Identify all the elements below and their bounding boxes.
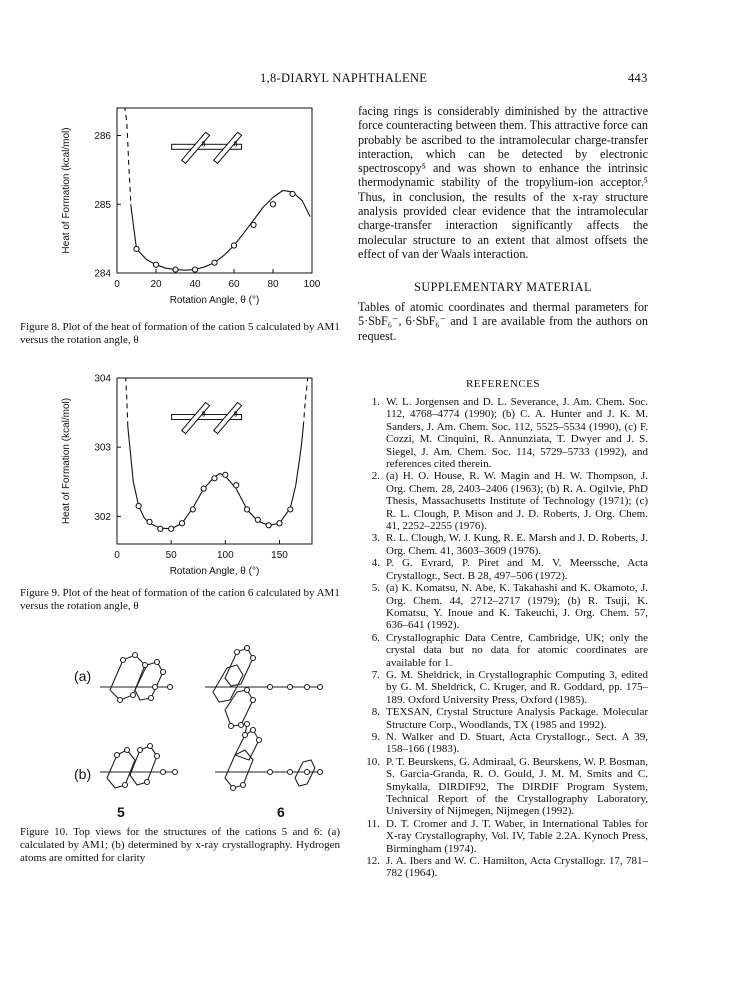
data-point [234,483,239,488]
figure-10-structures [95,640,335,810]
structure-5-xray [100,744,178,789]
data-point [153,262,158,267]
reference-item [358,669,648,706]
reference-item [358,396,648,470]
x-tick-label: 80 [267,279,279,290]
fig10-label-6: 6 [277,804,285,820]
reference-number: 4. [371,557,380,570]
x-tick-label: 60 [228,279,240,290]
y-tick-label: 286 [94,131,111,142]
fig10-label-b: (b) [74,766,92,782]
reference-text: D. T. Cromer and J. T. Waber, in International Tables for X-ray Crystallography, Vol. IV, Table 2.2A. Kynoch Press, Birmingham (1974). [386,817,648,855]
data-point [270,202,275,207]
structure-5-am1 [100,653,173,703]
dashed-extension [303,378,307,426]
reference-text: G. M. Sheldrick, in Crystallographic Computing 3, edited by G. M. Sheldrick, C. Kruger, and R. Goddard, pp. 175–189. Oxford University Press, Oxford (1985). [386,668,648,706]
x-tick-label: 0 [114,550,120,561]
data-point [290,191,295,196]
reference-number: 10. [366,755,380,768]
running-title: 1,8-DIARYL NAPHTHALENE [260,71,428,85]
reference-item [358,731,648,756]
data-point [277,521,282,526]
data-point [255,517,260,522]
data-point [244,507,249,512]
reference-item [358,855,648,880]
structure-6-xray [215,722,323,791]
reference-text: TEXSAN, Crystal Structure Analysis Package. Molecular Structure Corp., Woodlands, TX (1985 and 1992). [386,706,648,731]
data-point [179,521,184,526]
data-point [223,472,228,477]
x-tick-label: 40 [189,279,201,290]
reference-text: P. T. Beurskens, G. Admiraal, G. Beurskens, W. P. Bosman, S. Garcia-Granda, R. O. Gould, J. M. M. Smits and C. Smykalla, DIRDIF92, The DIRDIF Program System, Technical Report of the Crystallography Laboratory, University of Nijmegen, Nijmegen (1992). [386,755,648,818]
x-tick-label: 50 [165,550,177,561]
reference-number: 12. [366,855,380,868]
data-point [192,267,197,272]
reference-number: 9. [371,730,380,743]
fig10-label-5: 5 [117,804,125,820]
reference-item [358,706,648,731]
x-tick-label: 0 [114,279,120,290]
data-point [169,526,174,531]
dashed-extension [125,108,131,201]
data-point [201,486,206,491]
data-point [266,523,271,528]
x-tick-label: 20 [150,279,162,290]
data-point [173,267,178,272]
y-tick-label: 304 [94,373,111,385]
reference-text: W. L. Jorgensen and D. L. Severance, J. Am. Chem. Soc. 112, 4768–4774 (1990); (b) C. A. Hunter and J. K. M. Sanders, J. Am. Chem. Soc. 112, 5525–5534 (1990), (c) F. Cozzi, M. Cinquini, R. Annunziata, T. Dwyer and J. S. Siegel, J. Am. Chem. Soc. 114, 5729–5733 (1992), and references cited therein. [386,396,648,471]
y-tick-label: 302 [94,511,111,523]
x-tick-label: 100 [303,279,321,290]
reference-text: J. A. Ibers and W. C. Hamilton, Acta Crystallogr. 17, 781–782 (1964). [386,855,648,880]
figure-10-caption: Figure 10. Top views for the structures of the cations 5 and 6: (a) calculated by AM1; (b) determined by x-ray crystallography. Hydrogen atoms are omitted for clarity [20,826,340,864]
fit-curve [131,191,310,271]
page-number: 443 [628,71,648,85]
x-axis-label: Rotation Angle, θ (°) [169,566,260,577]
supplementary-text: Tables of atomic coordinates and thermal parameters for 5·SbF₆⁻, 6·SbF₆⁻ and 1 are available from the authors on request. [358,300,648,343]
reference-number: 7. [371,668,380,681]
inset-theta-label: θ [201,141,206,149]
figure-9-caption: Figure 9. Plot of the heat of formation of the cation 6 calculated by AM1 versus the rotation angle, θ [20,587,340,612]
y-tick-label: 285 [94,199,111,211]
inset-theta-label: θ [233,141,238,149]
reference-text: R. L. Clough, W. J. Kung, R. E. Marsh and J. D. Roberts, J. Org. Chem. 41, 3603–3609 (1976). [386,532,648,557]
structure-6-am1 [205,646,323,729]
reference-item [358,582,648,632]
data-point [136,503,141,508]
inset-theta-label: θ [233,411,238,419]
y-tick-label: 303 [94,442,111,454]
reference-item [358,557,648,582]
reference-item [358,818,648,855]
reference-item [358,470,648,532]
supplementary-heading: SUPPLEMENTARY MATERIAL [414,280,592,294]
reference-text: (a) K. Komatsu, N. Abe, K. Takahashi and K. Okamoto, J. Org. Chem. 44, 2712–2717 (1979); (b) R. Tsuji, K. Komatsu, Y. Inoue and K. Takeuchi, J. Org. Chem. 57, 636–641 (1992). [386,582,648,632]
x-axis-label: Rotation Angle, θ (°) [169,295,260,306]
y-tick-label: 284 [94,268,111,280]
data-point [134,246,139,251]
figure-8-chart [55,98,330,310]
reference-number: 5. [371,582,380,595]
dashed-extension [126,378,128,426]
data-point [212,260,217,265]
data-point [251,222,256,227]
data-point [190,507,195,512]
reference-item [358,532,648,557]
inset-theta-label: θ [201,411,206,419]
data-point [158,526,163,531]
data-point [288,507,293,512]
reference-text: N. Walker and D. Stuart, Acta Crystallogr., Sect. A 39, 158–166 (1983). [386,730,648,756]
data-point [212,476,217,481]
reference-number: 2. [371,470,380,483]
figure-8-caption: Figure 8. Plot of the heat of formation of the cation 5 calculated by AM1 versus the rotation angle, θ [20,321,340,346]
data-point [147,519,152,524]
reference-number: 11. [366,817,380,830]
x-tick-label: 150 [271,550,288,561]
references-list [358,396,648,880]
x-tick-label: 100 [216,550,234,561]
reference-text: Crystallographic Data Centre, Cambridge, UK; only the crystal data but no data for atomic coordinates are available for 1. [386,631,648,669]
fig10-label-a: (a) [74,668,92,684]
figure-9-chart [55,370,330,592]
y-axis-label: Heat of Formation (kcal/mol) [61,127,72,254]
reference-text: P. G. Evrard, P. Piret and M. V. Meerssche, Acta Crystallogr., Sect. B 28, 497–506 (1972). [386,557,648,582]
data-point [231,243,236,248]
body-paragraph: facing rings is considerably diminished by the attractive force counteracting between them. This attractive force can probably be ascribed to the intramolecular charge-transfer interaction, which can be detected by electronic spectroscopy⁵ and was shown to enhance the intrinsic thermodynamic stability of the tropylium-ion acceptor.⁵ Thus, in conclusion, the results of the x-ray structure analysis provided clear evidence that the intramolecular charge-transfer interaction significantly affects the molecular structure to an extent that almost offsets the effect of van der Waals interaction. [358,104,648,261]
reference-number: 8. [371,706,380,719]
y-axis-label: Heat of Formation (kcal/mol) [61,397,72,525]
reference-item [358,632,648,669]
reference-number: 3. [371,532,380,545]
reference-number: 1. [371,396,380,408]
reference-item [358,756,648,818]
reference-text: (a) H. O. House, R. W. Magin and H. W. Thompson, J. Org. Chem. 28, 2403–2406 (1963); (b) R. A. Ogilvie, PhD Thesis, Massachusetts Institute of Technology (1971); (c) R. L. Clough, P. Mison and J. D. Roberts, J. Org. Chem. 41, 2252–2255 (1976). [386,470,648,533]
references-heading: REFERENCES [465,378,541,390]
reference-number: 6. [371,631,380,644]
